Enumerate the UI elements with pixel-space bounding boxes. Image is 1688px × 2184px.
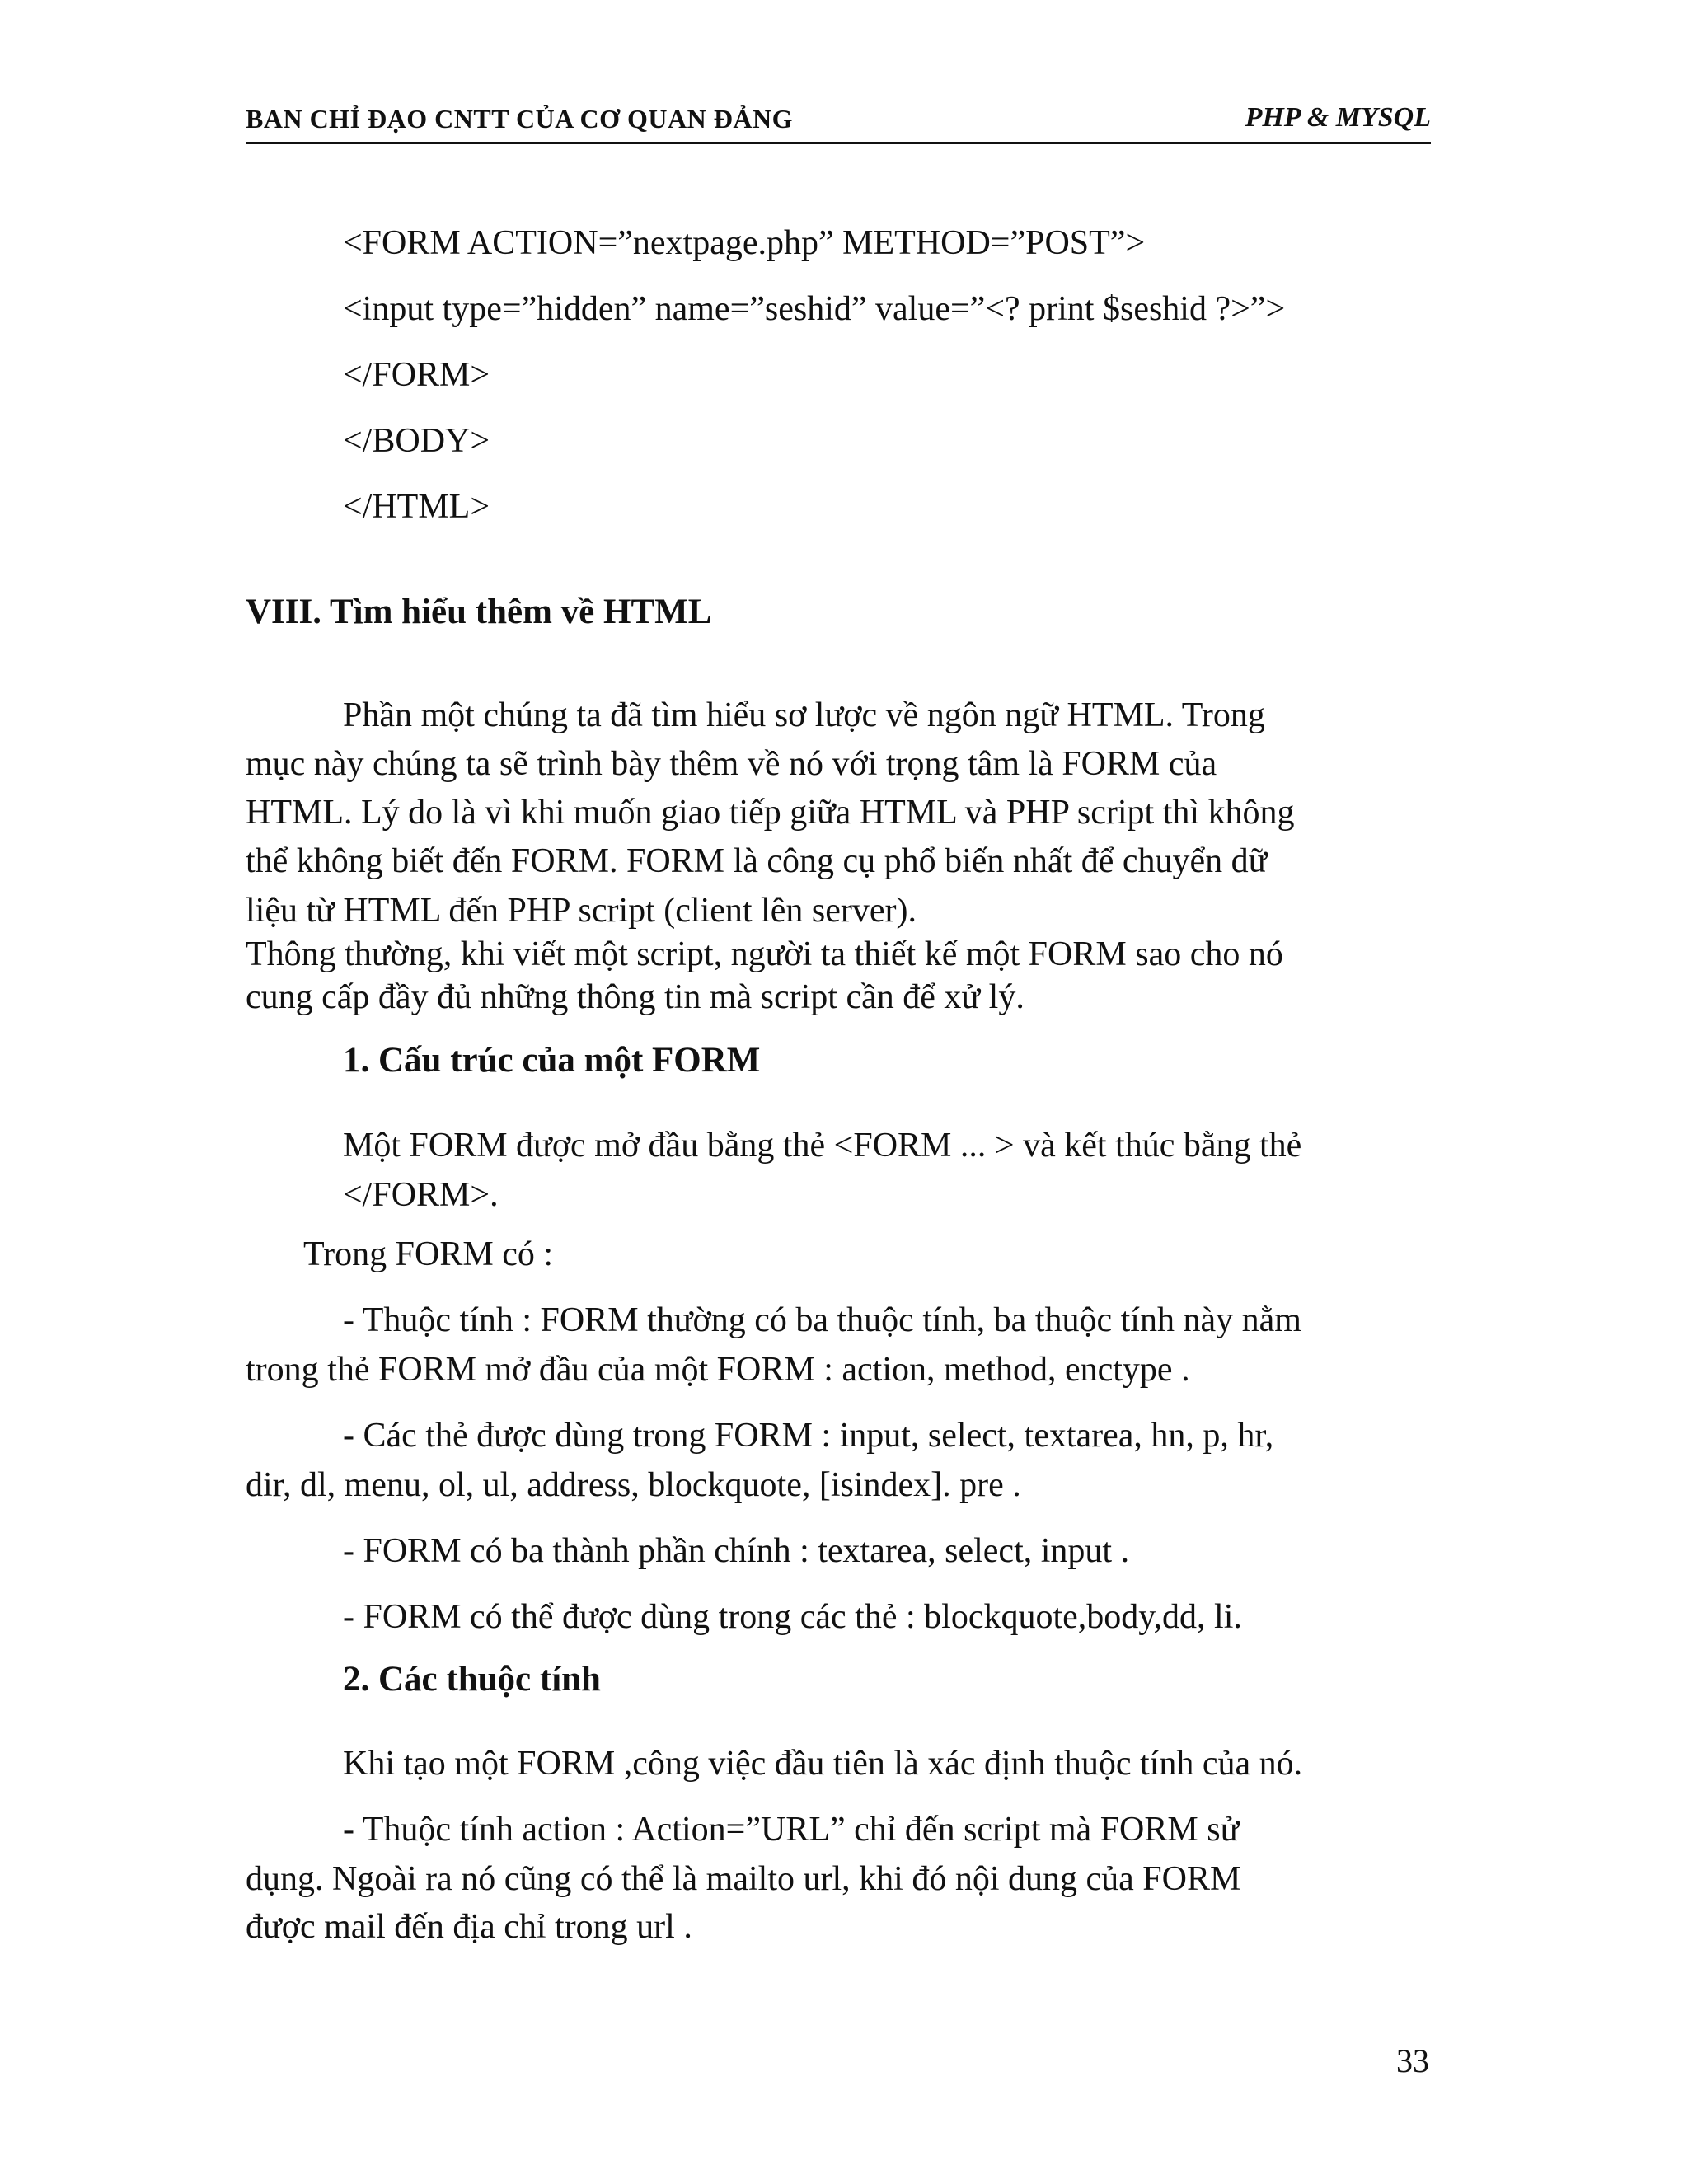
paragraph-line: - Các thẻ được dùng trong FORM : input, select, textarea, hn, p, hr,	[343, 1417, 1274, 1455]
paragraph-line: - FORM có ba thành phần chính : textarea, select, input .	[343, 1532, 1130, 1570]
code-line: <FORM ACTION=”nextpage.php” METHOD=”POST”>	[343, 224, 1146, 262]
subsection-heading: 2. Các thuộc tính	[343, 1660, 601, 1699]
paragraph-line: mục này chúng ta sẽ trình bày thêm về nó với trọng tâm là FORM của	[246, 745, 1217, 783]
subsection-heading: 1. Cấu trúc của một FORM	[343, 1041, 761, 1080]
running-header	[246, 99, 1431, 144]
paragraph-line: cung cấp đầy đủ những thông tin mà script cần để xử lý.	[246, 978, 1025, 1016]
paragraph-line: Khi tạo một FORM ,công việc đầu tiên là xác định thuộc tính của nó.	[343, 1745, 1303, 1783]
header-organization: BAN CHỈ ĐẠO CNTT CỦA CƠ QUAN ĐẢNG	[246, 104, 793, 134]
paragraph-line: dụng. Ngoài ra nó cũng có thể là mailto url, khi đó nội dung của FORM	[246, 1860, 1241, 1898]
code-line: </HTML>	[343, 488, 490, 526]
paragraph-line: dir, dl, menu, ol, ul, address, blockquote, [isindex]. pre .	[246, 1466, 1021, 1504]
paragraph-line: liệu từ HTML đến PHP script (client lên server).	[246, 892, 917, 930]
code-line: </FORM>	[343, 356, 490, 394]
section-heading: VIII. Tìm hiểu thêm về HTML	[246, 593, 712, 631]
paragraph-line: Thông thường, khi viết một script, người ta thiết kế một FORM sao cho nó	[246, 935, 1283, 973]
paragraph-line: HTML. Lý do là vì khi muốn giao tiếp giữa HTML và PHP script thì không	[246, 794, 1295, 832]
paragraph-line: trong thẻ FORM mở đầu của một FORM : action, method, enctype .	[246, 1351, 1190, 1389]
code-line: </BODY>	[343, 422, 490, 460]
header-subject: PHP & MYSQL	[1245, 102, 1431, 133]
paragraph-line: - Thuộc tính action : Action=”URL” chỉ đến script mà FORM sử	[343, 1811, 1240, 1849]
code-line: <input type=”hidden” name=”seshid” value=”<? print $seshid ?>”>	[343, 290, 1286, 328]
paragraph-line: </FORM>.	[343, 1176, 499, 1214]
paragraph-line: - Thuộc tính : FORM thường có ba thuộc tính, ba thuộc tính này nằm	[343, 1301, 1301, 1339]
page-number: 33	[1396, 2042, 1429, 2079]
paragraph-line: Phần một chúng ta đã tìm hiểu sơ lược về ngôn ngữ HTML. Trong	[343, 696, 1265, 734]
paragraph-line: thể không biết đến FORM. FORM là công cụ phổ biến nhất để chuyển dữ	[246, 842, 1268, 880]
paragraph-line: được mail đến địa chỉ trong url .	[246, 1908, 692, 1946]
paragraph-line: Trong FORM có :	[303, 1235, 554, 1273]
paragraph-line: Một FORM được mở đầu bằng thẻ <FORM ... > và kết thúc bằng thẻ	[343, 1127, 1302, 1165]
paragraph-line: - FORM có thể được dùng trong các thẻ : blockquote,body,dd, li.	[343, 1598, 1242, 1636]
